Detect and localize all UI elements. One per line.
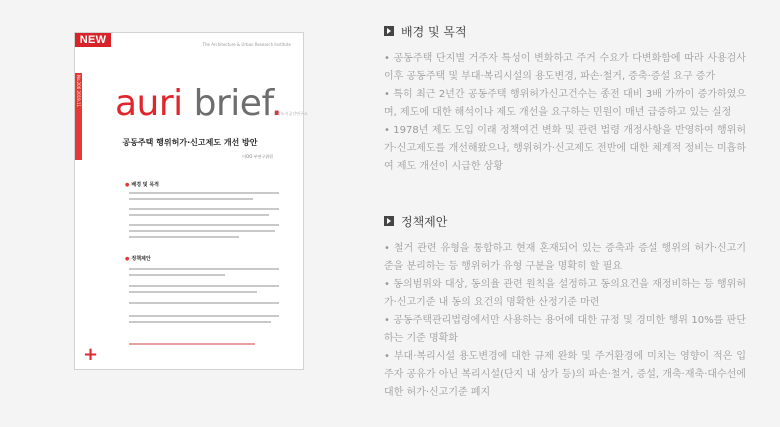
cover-issue-number: No.206 2019.11	[76, 75, 81, 108]
section-header	[384, 24, 746, 38]
bullet-item: • 특히 최근 2년간 공동주택 행위허가신고건수는 종전 대비 3배 가까이 증가하였으며, 제도에 대한 해석이나 제도 개선을 요구하는 민원이 매년 급증하고 있는 실정	[384, 89, 746, 118]
bullet-item: • 부대·복리시설 용도변경에 대한 규제 완화 및 주거환경에 미치는 영향이 적은 입주자 공유가 아닌 복리시설(단지 내 상가 등)의 파손·철거, 증설, 개축·재축·대수선에 대한 허가·신고기준 폐지	[384, 351, 746, 398]
cover-section-label: 배경 및 목적	[131, 182, 160, 188]
cover-footer-line	[129, 343, 255, 345]
play-square-icon	[384, 26, 394, 36]
cover-text-line	[129, 198, 253, 200]
cover-section-heading	[125, 181, 159, 188]
bullet-item: • 1978년 제도 도입 이래 정책여건 변화 및 관련 법령 개정사항을 반영하여 행위허가·신고제도를 개선해왔으나, 행위허가·신고제도 전반에 대한 체계적 정비는 미흡하여 제도 개선이 시급한 상황	[384, 125, 746, 172]
cover-author: 이OO 부연구위원	[242, 154, 273, 159]
section-title: 배경 및 목적	[401, 24, 467, 39]
logo-auri-text: auri	[115, 83, 183, 124]
section-policy-proposal	[384, 214, 746, 402]
cover-text-line	[129, 302, 279, 304]
cover-institute-text: The Architecture & Urban Research Institute	[202, 42, 291, 47]
cover-section-heading	[125, 255, 151, 262]
logo-subtitle: 건축도시공간연구소	[273, 111, 308, 116]
cover-text-line	[129, 208, 279, 210]
section-background-purpose	[384, 24, 746, 176]
cover-text-line	[129, 291, 257, 293]
bullet-list	[384, 240, 746, 402]
cover-text-line	[129, 268, 279, 270]
new-badge: NEW	[75, 33, 111, 47]
cover-text-line	[129, 321, 271, 323]
cover-text-line	[129, 230, 275, 232]
bullet-list	[384, 50, 746, 176]
logo-brief-text: brief	[193, 83, 271, 124]
play-square-icon	[384, 216, 394, 226]
cover-text-line	[129, 274, 225, 276]
bullet-item: • 철거 관련 유형을 통합하고 현재 혼재되어 있는 증축과 증설 행위의 허가·신고기준을 분리하는 등 행위허가 유형 구분을 명확히 할 필요	[384, 243, 746, 272]
section-title: 정책제안	[401, 214, 448, 229]
bullet-dot-icon: ●	[125, 256, 130, 262]
logo-dot: .	[271, 83, 282, 124]
bullet-dot-icon: ●	[125, 182, 130, 188]
auri-brief-logo	[115, 84, 282, 124]
report-cover-thumbnail[interactable]	[74, 32, 308, 370]
cover-section-label: 정책제안	[131, 256, 151, 262]
cover-text-line	[129, 192, 279, 194]
cover-text-line	[129, 236, 239, 238]
section-header	[384, 214, 746, 228]
cover-text-line	[129, 285, 279, 287]
plus-icon[interactable]: +	[83, 344, 99, 365]
cover-title: 공동주택 행위허가·신고제도 개선 방안	[122, 138, 258, 147]
bullet-item: • 공동주택관리법령에서만 사용하는 용어에 대한 규정 및 경미한 행위 10%를 판단하는 기준 명확화	[384, 315, 746, 344]
bullet-item: • 공동주택 단지별 거주자 특성이 변화하고 주거 수요가 다변화함에 따라 사용검사 이후 공동주택 및 부대·복리시설의 용도변경, 파손·철거, 증축·증설 요구 증가	[384, 53, 746, 82]
cover-text-line	[129, 214, 269, 216]
bullet-item: • 동의범위와 대상, 동의율 관련 원칙을 설정하고 동의요건을 재정비하는 등 행위허가·신고기준 내 동의 요건의 명확한 산정기준 마련	[384, 279, 746, 308]
cover-text-line	[129, 315, 279, 317]
cover-text-line	[129, 224, 279, 226]
